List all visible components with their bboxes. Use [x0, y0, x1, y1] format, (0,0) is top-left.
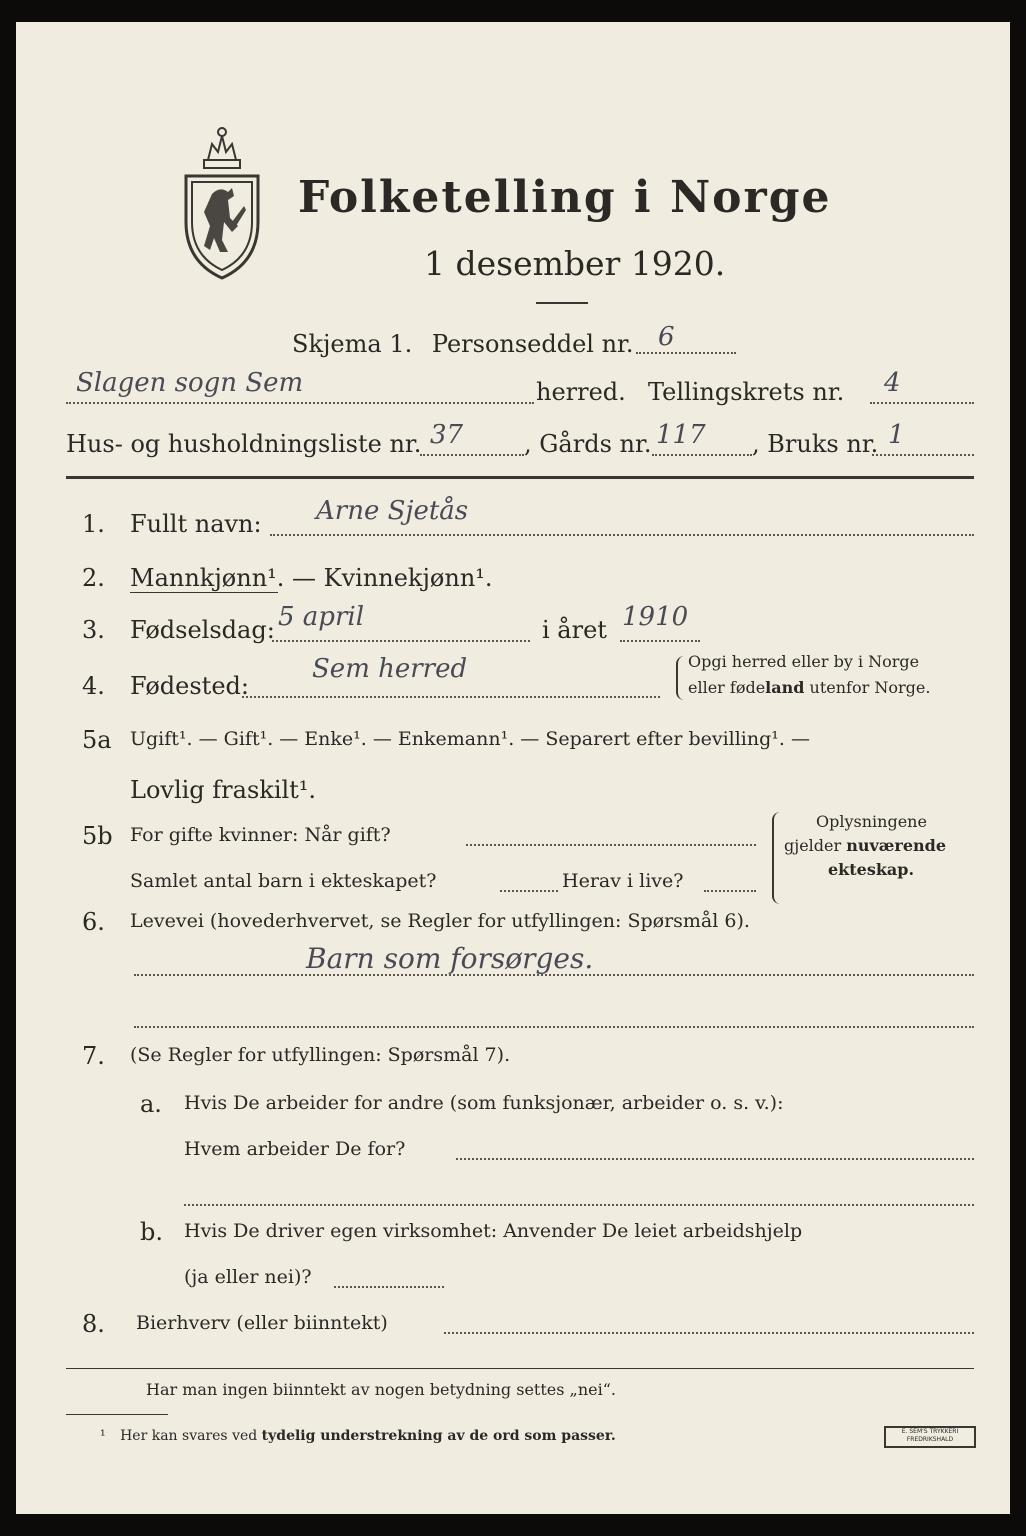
q7a-line [456, 1158, 974, 1160]
title-divider [536, 302, 588, 304]
q7a-line2: Hvem arbeider De for? [184, 1138, 406, 1160]
children-label: Samlet antal barn i ekteskapet? [130, 870, 437, 892]
q5b-note-line1: Oplysningene [816, 812, 927, 831]
tellingskrets-line [870, 402, 974, 404]
q7-label: (Se Regler for utfyllingen: Spørsmål 7). [130, 1044, 511, 1066]
q8-label: Bierhverv (eller biinntekt) [136, 1312, 388, 1334]
q2-number: 2. [82, 564, 105, 592]
footnote-mark: ¹ [100, 1428, 106, 1444]
norwegian-lion-crest-icon [172, 122, 272, 282]
marital-options-line2: Lovlig fraskilt¹. [130, 776, 317, 804]
gaards-label: , Gårds nr. [524, 430, 652, 458]
tellingskrets-value[interactable]: 4 [884, 368, 901, 398]
gaards-value[interactable]: 117 [656, 420, 706, 450]
herred-line [66, 402, 534, 404]
q5b-note-b: nuværende [846, 836, 947, 855]
q4-number: 4. [82, 672, 105, 700]
married-when-label: For gifte kvinner: Når gift? [130, 824, 391, 846]
footnote-text-b: tydelig understrekning av de ord som passer. [261, 1428, 616, 1444]
q7b-number: b. [140, 1218, 163, 1246]
q6-line1 [134, 974, 974, 976]
q1-label: Fullt navn: [130, 510, 262, 538]
q7b-line [334, 1286, 444, 1288]
household-line [420, 454, 524, 456]
footnote-rule [66, 1414, 168, 1415]
q4-note-b: land [765, 678, 805, 697]
occupation-value[interactable]: Barn som forsørges. [306, 942, 594, 975]
stamp-line2: FREDRIKSHALD [906, 1436, 954, 1443]
gaards-line [652, 454, 752, 456]
q6-line2 [134, 1026, 974, 1028]
household-label: Hus- og husholdningsliste nr. [66, 430, 422, 458]
q5b-note-line2 [784, 836, 946, 855]
bruks-line [872, 454, 974, 456]
year-label: i året [542, 616, 607, 644]
married-when-line [466, 844, 756, 846]
personseddel-label: Personseddel nr. [431, 330, 634, 358]
q7b-line1: Hvis De driver egen virksomhet: Anvender De leiet arbeidshjelp [184, 1220, 803, 1242]
census-form [16, 22, 1010, 1514]
printer-stamp [884, 1426, 976, 1448]
q1-line [270, 534, 974, 536]
birthday-value[interactable]: 5 april [278, 602, 365, 632]
form-date: 1 desember 1920. [424, 244, 726, 283]
household-value[interactable]: 37 [430, 420, 464, 450]
q5b-note-line3: ekteskap. [828, 860, 915, 879]
footer-rule [66, 1368, 974, 1369]
q3-line [272, 640, 530, 642]
alive-label: Herav i live? [562, 870, 684, 892]
q1-number: 1. [82, 510, 105, 538]
header-rule [66, 476, 974, 479]
biinntekt-note: Har man ingen biinntekt av nogen betydning settes „nei“. [146, 1380, 616, 1399]
q7a-number: a. [140, 1090, 162, 1118]
q7b-line2: (ja eller nei)? [184, 1266, 312, 1288]
q8-number: 8. [82, 1310, 105, 1338]
full-name-value[interactable]: Arne Sjetås [316, 496, 469, 526]
schema-label [292, 330, 634, 358]
q4-brace [676, 656, 686, 700]
q4-note-line2 [688, 678, 930, 697]
gender-underline [130, 592, 278, 593]
alive-line [704, 890, 756, 892]
q4-note-line1: Opgi herred eller by i Norge [688, 652, 920, 671]
q8-line [444, 1332, 974, 1334]
q7a-line1: Hvis De arbeider for andre (som funksjonær, arbeider o. s. v.): [184, 1092, 784, 1114]
stamp-line1: E. SEM'S TRYKKERI [901, 1428, 959, 1435]
form-title: Folketelling i Norge [298, 172, 832, 223]
tellingskrets-label: Tellingskrets nr. [648, 378, 845, 406]
q4-label: Fødested: [130, 672, 249, 700]
herred-label: herred. [536, 378, 626, 406]
q3-number: 3. [82, 616, 105, 644]
footnote-text-a: Her kan svares ved [120, 1428, 262, 1444]
birth-year-value[interactable]: 1910 [622, 602, 689, 632]
children-line [500, 890, 558, 892]
q6-label: Levevei (hovederhvervet, se Regler for utfyllingen: Spørsmål 6). [130, 910, 750, 932]
q5a-number: 5a [82, 726, 112, 754]
q6-number: 6. [82, 908, 105, 936]
bruks-label: , Bruks nr. [752, 430, 879, 458]
q7-number: 7. [82, 1042, 105, 1070]
birthplace-value[interactable]: Sem herred [312, 654, 468, 684]
herred-value[interactable]: Slagen sogn Sem [76, 368, 304, 398]
marital-options-line1: Ugift¹. — Gift¹. — Enke¹. — Enkemann¹. — Separert efter bevilling¹. — [130, 728, 810, 750]
q7a-line-extra [184, 1204, 974, 1206]
bruks-value[interactable]: 1 [888, 420, 905, 450]
gender-options: Mannkjønn¹. — Kvinnekjønn¹. [130, 564, 493, 592]
q3-label: Fødselsdag: [130, 616, 275, 644]
footnote [100, 1428, 616, 1444]
q5b-number: 5b [82, 822, 113, 850]
q5b-note-a: gjelder [784, 836, 847, 855]
personseddel-line [636, 352, 736, 354]
q4-note-a: eller føde [688, 678, 766, 697]
personseddel-value[interactable]: 6 [658, 322, 675, 352]
q4-note-c: utenfor Norge. [804, 678, 931, 697]
q4-line [242, 696, 660, 698]
schema-prefix: Skjema 1. [292, 330, 413, 358]
q5b-brace [772, 812, 782, 904]
year-line [620, 640, 700, 642]
